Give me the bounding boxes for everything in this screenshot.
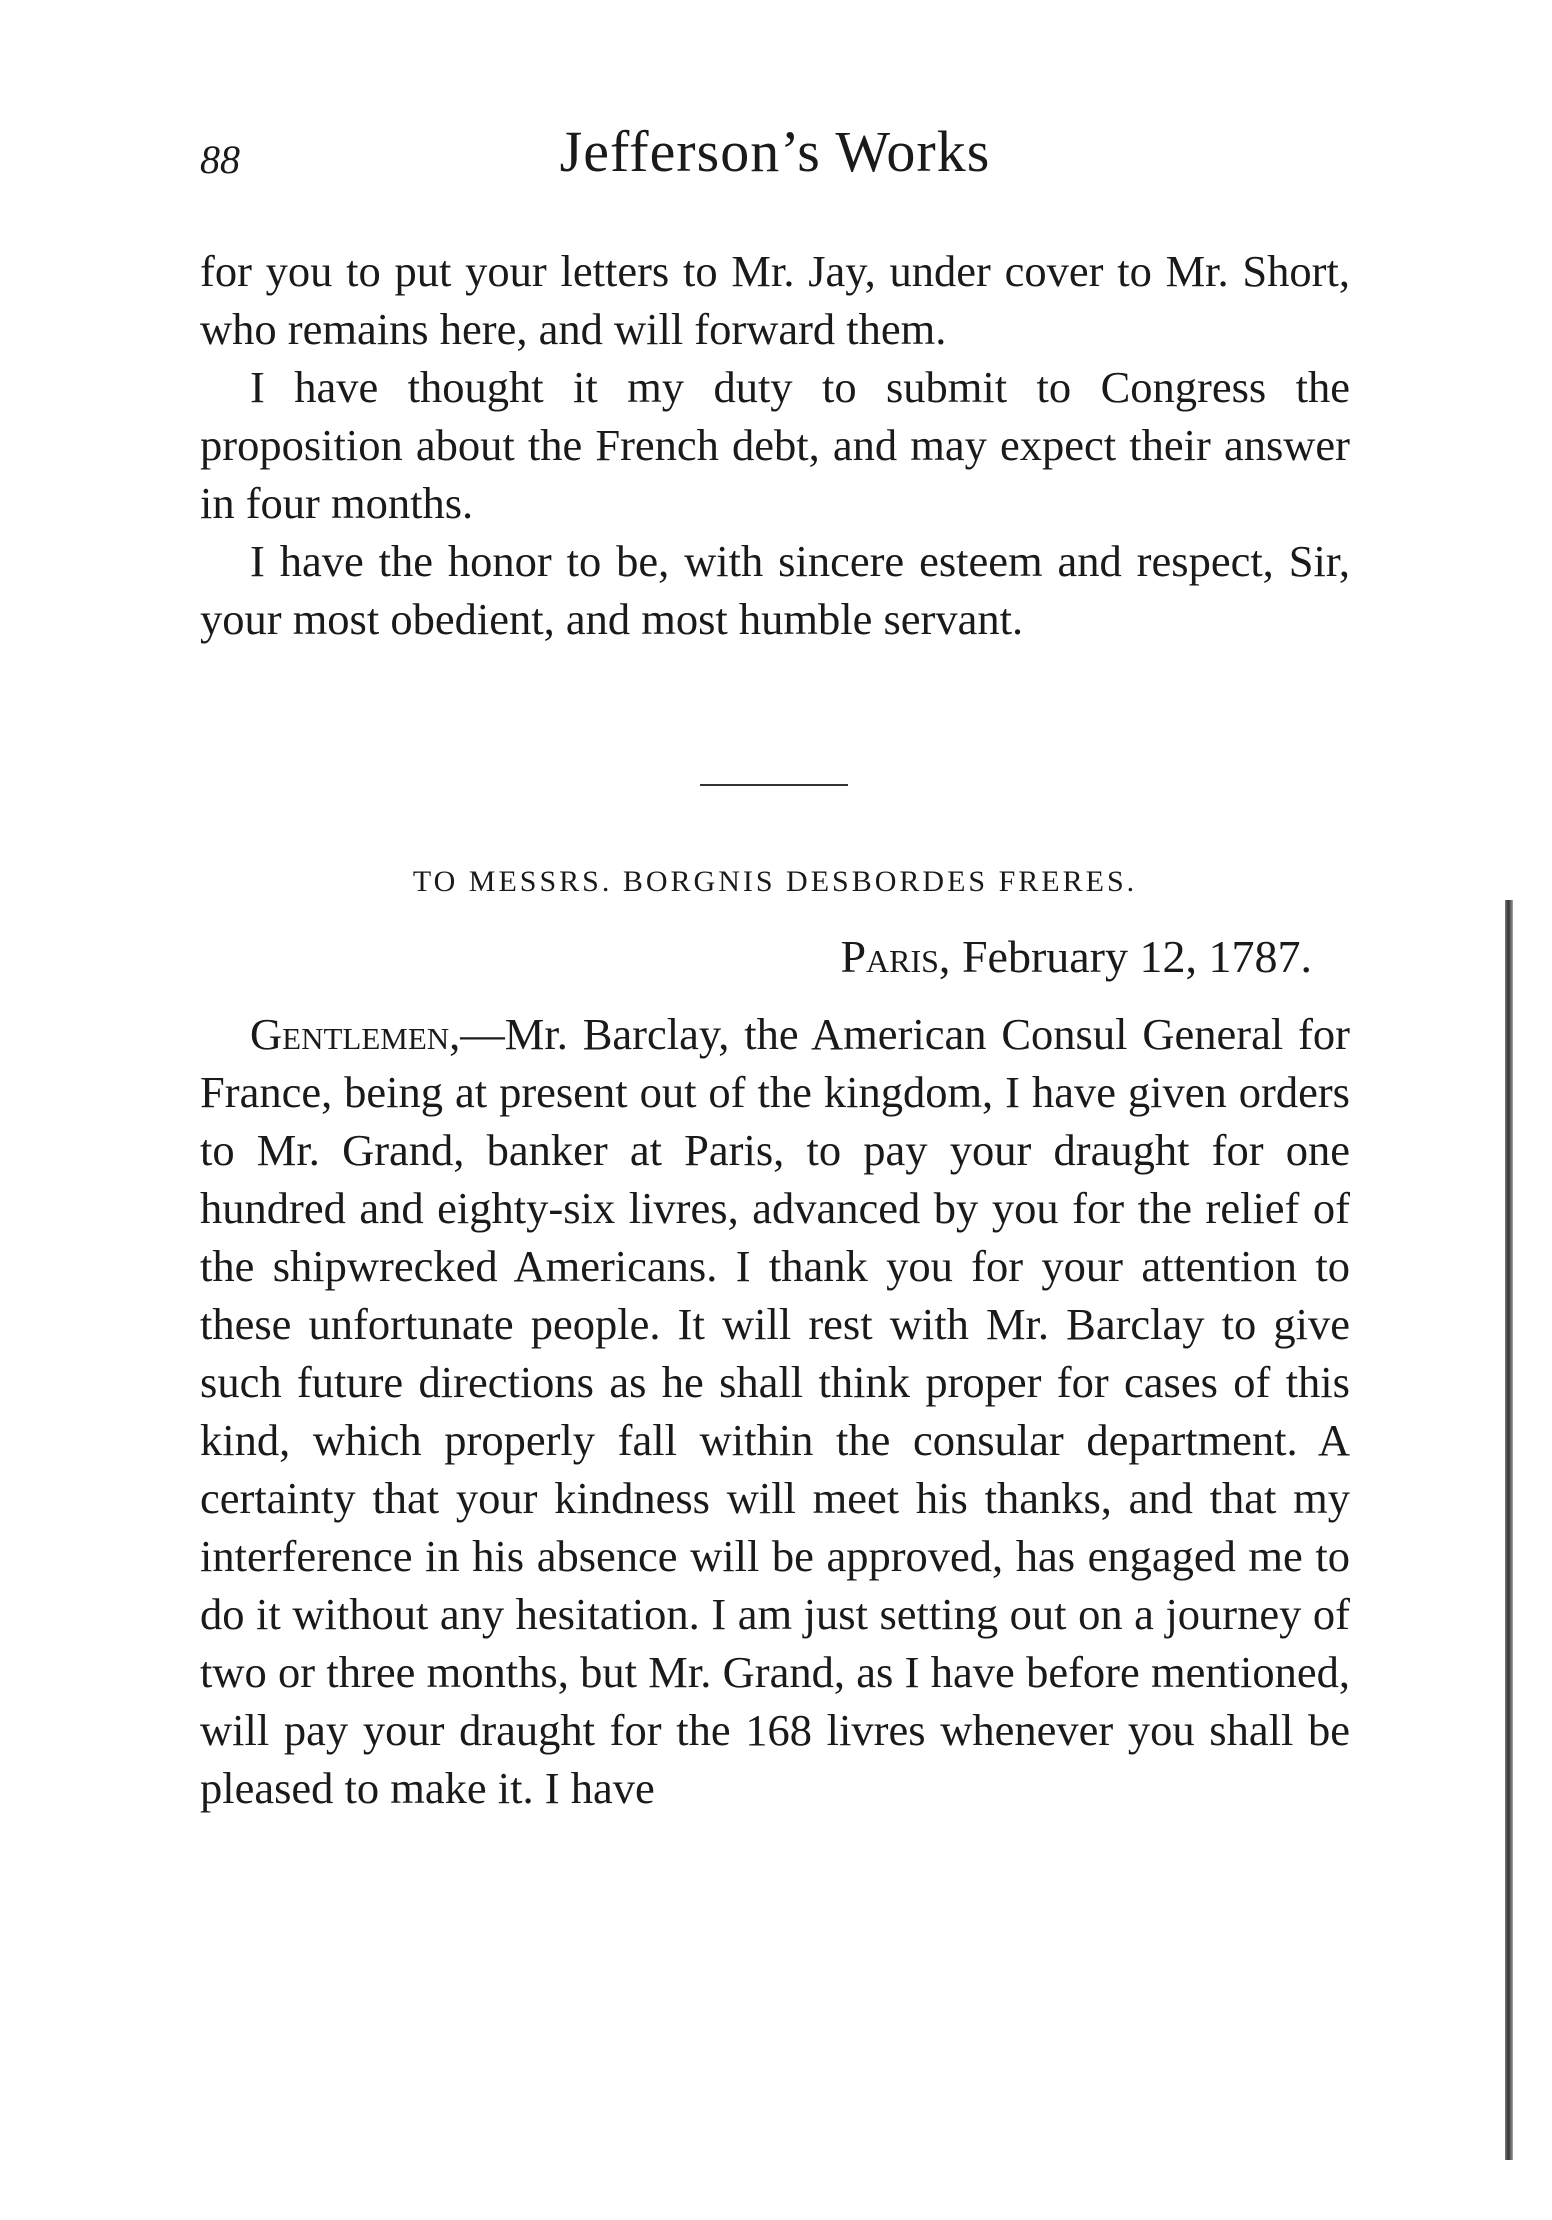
- dateline-date: February 12, 1787.: [961, 931, 1312, 982]
- scan-edge-shadow: [1505, 900, 1513, 2160]
- letter-heading: TO MESSRS. BORGNIS DESBORDES FRERES.: [412, 865, 1138, 898]
- paragraph: for you to put your letters to Mr. Jay, under cover to Mr. Short, who remains here, and will forward them.: [200, 246, 1350, 354]
- dateline: [840, 930, 1312, 983]
- paragraph: I have the honor to be, with sincere esteem and respect, Sir, your most obedient, and most humble servant.: [200, 536, 1350, 644]
- salutation: Gentlemen,: [250, 1009, 461, 1059]
- letter-body-text: —Mr. Barclay, the American Consul General for France, being at present out of the kingdom, I have given orders to Mr. Grand, banker at Paris, to pay your draught for one hundred and eighty-six livres, advanced by you for the relief of the shipwrecked Americans. I thank you for your attention to these unfortunate people. It will rest with Mr. Barclay to give such future directions as he shall think proper for cases of this kind, which properly fall within the consular department. A certainty that your kindness will meet his thanks, and that my interference in his absence will be approved, has engaged me to do it without any hesitation. I am just setting out on a journey of two or three months, but Mr. Grand, as I have before mentioned, will pay your draught for the 168 livres whenever you shall be pleased to make it. I have: [200, 1009, 1350, 1813]
- page-number: 88: [200, 137, 240, 182]
- section-divider: [700, 784, 848, 786]
- continued-letter-text: [200, 242, 1350, 648]
- letter-body: [200, 1005, 1350, 1817]
- dateline-place: Paris,: [840, 931, 951, 982]
- running-title: Jefferson’s Works: [559, 119, 991, 184]
- paragraph: I have thought it my duty to submit to Congress the proposition about the French debt, and may expect their answer in four months.: [200, 362, 1350, 528]
- running-head: [200, 118, 1350, 198]
- paragraph: [200, 1005, 1350, 1817]
